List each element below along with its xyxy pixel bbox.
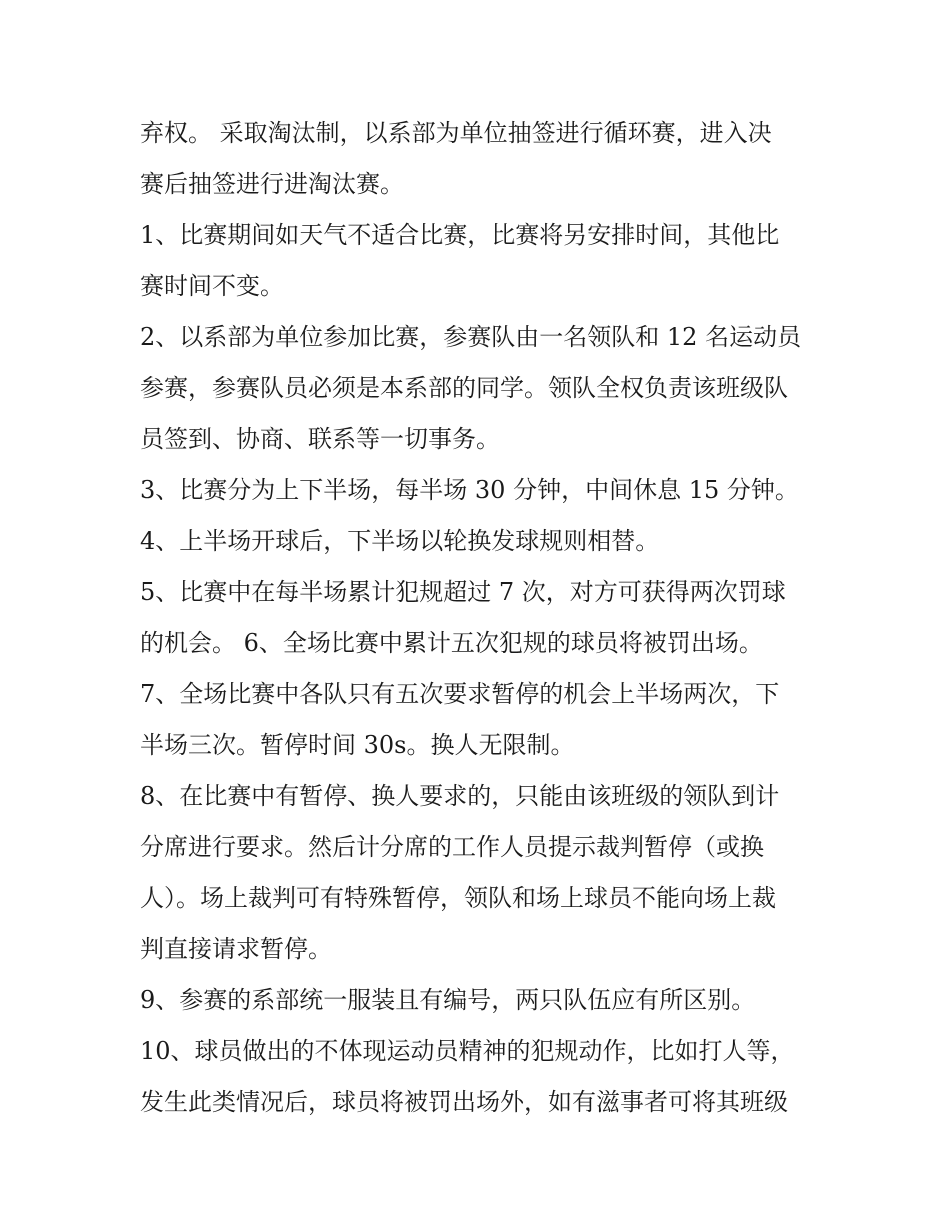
rule-2: 2、以系部为单位参加比赛，参赛队由一名领队和 12 名运动员 xyxy=(140,323,802,351)
rule-9: 9、参赛的系部统一服装且有编号，两只队伍应有所区别。 xyxy=(140,986,756,1014)
text-line: 赛时间不变。 xyxy=(140,272,284,300)
text-line: 弃权。 采取淘汰制，以系部为单位抽签进行循环赛，进入决 xyxy=(140,119,772,147)
rule-10: 10、球员做出的不体现运动员精神的犯规动作，比如打人等， xyxy=(140,1037,795,1065)
text-line: 发生此类情况后，球员将被罚出场外，如有滋事者可将其班级 xyxy=(140,1088,788,1116)
document-page xyxy=(140,108,830,1128)
text-line: 判直接请求暂停。 xyxy=(140,935,332,963)
rule-7: 7、全场比赛中各队只有五次要求暂停的机会上半场两次，下 xyxy=(140,680,780,708)
rule-3: 3、比赛分为上下半场，每半场 30 分钟，中间休息 15 分钟。 xyxy=(140,476,799,504)
text-line: 分席进行要求。然后计分席的工作人员提示裁判暂停（或换 xyxy=(140,833,764,861)
rule-8: 8、在比赛中有暂停、换人要求的，只能由该班级的领队到计 xyxy=(140,782,780,810)
text-line: 赛后抽签进行进淘汰赛。 xyxy=(140,170,404,198)
text-line: 的机会。 6、全场比赛中累计五次犯规的球员将被罚出场。 xyxy=(140,629,763,657)
rule-5: 5、比赛中在每半场累计犯规超过 7 次，对方可获得两次罚球 xyxy=(140,578,786,606)
text-line: 半场三次。暂停时间 30s。换人无限制。 xyxy=(140,731,575,759)
text-line: 参赛，参赛队员必须是本系部的同学。领队全权负责该班级队 xyxy=(140,374,788,402)
rule-4: 4、上半场开球后，下半场以轮换发球规则相替。 xyxy=(140,527,660,555)
rule-1: 1、比赛期间如天气不适合比赛，比赛将另安排时间，其他比 xyxy=(140,221,780,249)
text-line: 员签到、协商、联系等一切事务。 xyxy=(140,425,500,453)
text-line: 人）。场上裁判可有特殊暂停，领队和场上球员不能向场上裁 xyxy=(140,884,776,912)
